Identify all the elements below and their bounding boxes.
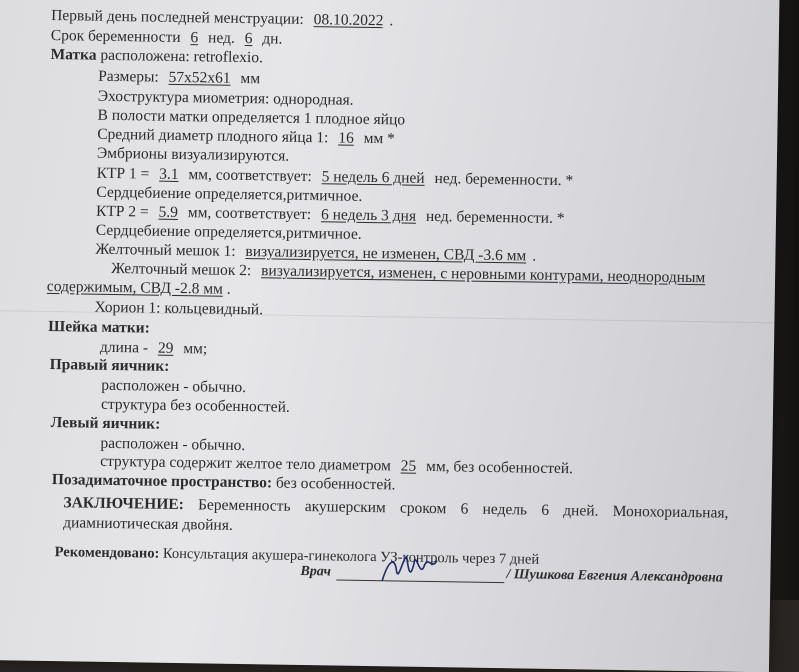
yolk-sac1-label: Желточный мешок 1: [95, 240, 236, 260]
yolk-sac2-continued: содержимым, СВД -2.8 мм . [46, 277, 231, 298]
conclusion-block [63, 493, 729, 543]
handwritten-signature [378, 550, 439, 587]
doctor-name: Шушкова Евгения Александровна [513, 567, 723, 586]
lmp-value: 08.10.2022 [313, 11, 384, 30]
crl1-value: 3.1 [159, 165, 179, 183]
left-ovary-structure-text: структура содержит желтое тело диаметром [100, 452, 392, 475]
retro-uterine-value: без особенностей. [275, 474, 396, 494]
crl2-tail: нед. беременности. * [425, 207, 565, 228]
ga-weeks: 6 [190, 29, 199, 47]
embryos-line: Эмбрионы визуализируются. [96, 144, 290, 165]
crl2-value: 5.9 [158, 203, 179, 221]
crl1-tail: нед. беременности. * [434, 170, 574, 190]
size-line [98, 68, 260, 89]
ga-days-unit: дн. [262, 30, 283, 48]
msd-unit: мм * [363, 129, 396, 148]
size-value: 57х52х61 [168, 68, 231, 87]
ga-days: 6 [244, 30, 253, 48]
crl1-label: КТР 1 = [96, 164, 150, 183]
doctor-signature-line: Врач / Шушкова Евгения Александровна [300, 563, 723, 586]
recommendation-text: Консультация акушера-гинеколога УЗ-контроль через 7 дней [162, 545, 540, 568]
chorion-line: Хорион 1: кольцевидный. [94, 298, 264, 319]
recommendation-line [55, 543, 540, 569]
right-ovary-position: расположен - обычно. [101, 376, 247, 397]
conclusion-title: ЗАКЛЮЧЕНИЕ: [63, 494, 184, 514]
right-ovary-title: Правый яичник: [49, 355, 170, 375]
heartbeat1-line: Сердцебиение определяется,ритмичное. [96, 183, 363, 205]
uterus-label: Матка [50, 45, 97, 64]
cervix-title: Шейка матки: [48, 317, 150, 337]
uterus-position: расположена: retroflexio. [100, 46, 264, 67]
yolk-sac1-value: визуализируется, не изменен, СВД -3.6 мм [245, 243, 527, 265]
cervix-length-label: длина - [99, 338, 149, 357]
doctor-label: Врач [300, 563, 332, 580]
uterus-line [50, 46, 263, 67]
cavity-line: В полости матки определяется 1 плодное яйцо [97, 106, 406, 129]
ga-label: Срок беременности [50, 26, 181, 47]
crl2-term: 6 недель 3 дня [320, 206, 417, 225]
msd-label: Средний диаметр плодного яйца 1: [97, 125, 329, 147]
left-ovary-title: Левый яичник: [50, 414, 161, 433]
lmp-line: Первый день последней менструации: 08.10.2022 . [51, 6, 394, 30]
recommendation-title: Рекомендовано: [54, 544, 160, 562]
crl1-mid: мм, соответствует: [188, 166, 312, 186]
cervix-length-unit: мм; [183, 340, 208, 358]
yolk-sac2-value-cont: содержимым, СВД -2.8 мм [46, 277, 224, 298]
yolk-sac1-line: Желточный мешок 1: визуализируется, не изменен, СВД -3.6 мм . [95, 240, 537, 265]
size-label: Размеры: [98, 67, 159, 86]
crl2-mid: мм, соответствует: [187, 204, 312, 224]
crl2-label: КТР 2 = [95, 202, 149, 221]
echo-line: Эхоструктура миометрия: однородная. [97, 87, 354, 109]
yolk-sac2-label: Желточный мешок 2: [111, 259, 252, 280]
ga-weeks-unit: нед. [207, 29, 235, 47]
corpus-luteum-diameter: 25 [400, 457, 417, 475]
crl1-term: 5 недель 6 дней [321, 168, 425, 187]
cervix-length-line [100, 339, 208, 359]
yolk-sac2-value: визуализируется, изменен, с неровными контурами, неоднородным [261, 262, 706, 287]
msd-value: 16 [338, 129, 354, 147]
lmp-label: Первый день последней менструации: [51, 6, 304, 28]
retro-uterine-title: Позадиматочное пространство: [51, 471, 273, 492]
right-ovary-structure: структура без особенностей. [100, 395, 290, 416]
gestational-age-line [51, 27, 283, 49]
conclusion-text: Беременность акушерским сроком 6 недель 6 дней. Монохориальная, диамниотическая двойня. [63, 496, 729, 534]
left-ovary-position: расположен - обычно. [100, 434, 246, 455]
heartbeat2-line: Сердцебиение определяется,ритмичное. [95, 221, 362, 243]
cervix-length-value: 29 [157, 339, 174, 357]
left-ovary-structure-tail: мм, без особенностей. [425, 457, 574, 478]
size-unit: мм [240, 69, 261, 88]
